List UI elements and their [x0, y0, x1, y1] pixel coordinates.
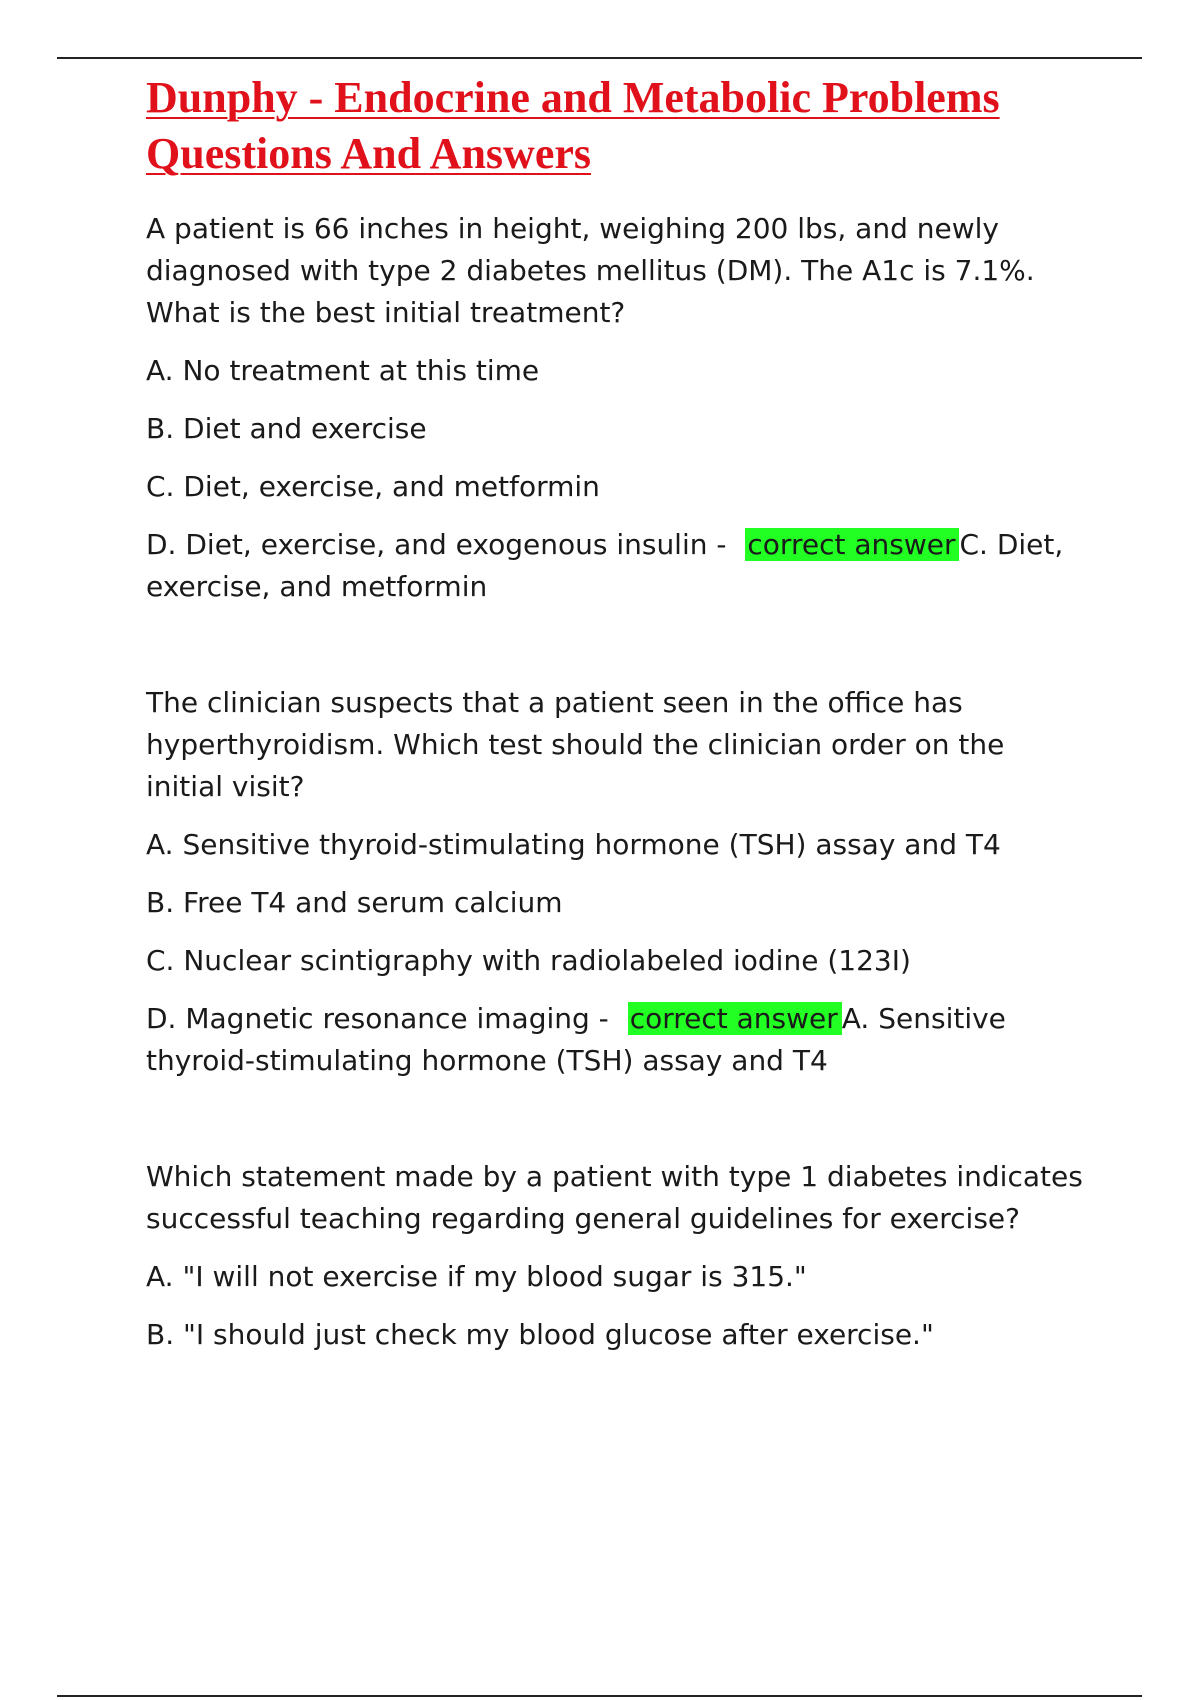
option-d-with-answer	[146, 524, 1086, 608]
question-2	[146, 682, 1086, 1082]
answer-text: A. Sensitive thyroid-stimulating hormone (TSH) assay and T4	[146, 1002, 1006, 1077]
option-d-with-answer	[146, 998, 1086, 1082]
question-1	[146, 208, 1086, 608]
bottom-rule	[57, 1695, 1142, 1697]
document-body	[146, 70, 1086, 1356]
top-rule	[57, 57, 1142, 59]
question-stem: A patient is 66 inches in height, weighing 200 lbs, and newly diagnosed with type 2 diabetes mellitus (DM). The A1c is 7.1%. What is the best initial treatment?	[146, 212, 1035, 329]
option-b: B. Diet and exercise	[146, 412, 427, 445]
question-3	[146, 1156, 1086, 1356]
question-stem: Which statement made by a patient with type 1 diabetes indicates successful teaching regarding general guidelines for exercise?	[146, 1160, 1083, 1235]
option-b: B. Free T4 and serum calcium	[146, 886, 563, 919]
option-c: C. Nuclear scintigraphy with radiolabeled iodine (123I)	[146, 944, 911, 977]
question-stem: The clinician suspects that a patient seen in the office has hyperthyroidism. Which test should the clinician order on the initial visit?	[146, 686, 1005, 803]
document-title: Dunphy - Endocrine and Metabolic Problems Questions And Answers	[146, 73, 1000, 178]
answer-text: C. Diet, exercise, and metformin	[146, 528, 1064, 603]
option-a: A. Sensitive thyroid-stimulating hormone (TSH) assay and T4	[146, 828, 1001, 861]
option-d: D. Diet, exercise, and exogenous insulin -	[146, 528, 736, 561]
option-a: A. No treatment at this time	[146, 354, 540, 387]
option-a: A. "I will not exercise if my blood sugar is 315."	[146, 1260, 807, 1293]
option-b: B. "I should just check my blood glucose after exercise."	[146, 1318, 934, 1351]
correct-answer-marker: correct answer	[628, 1002, 842, 1035]
correct-answer-marker: correct answer	[745, 528, 959, 561]
option-d: D. Magnetic resonance imaging -	[146, 1002, 618, 1035]
option-c: C. Diet, exercise, and metformin	[146, 470, 600, 503]
